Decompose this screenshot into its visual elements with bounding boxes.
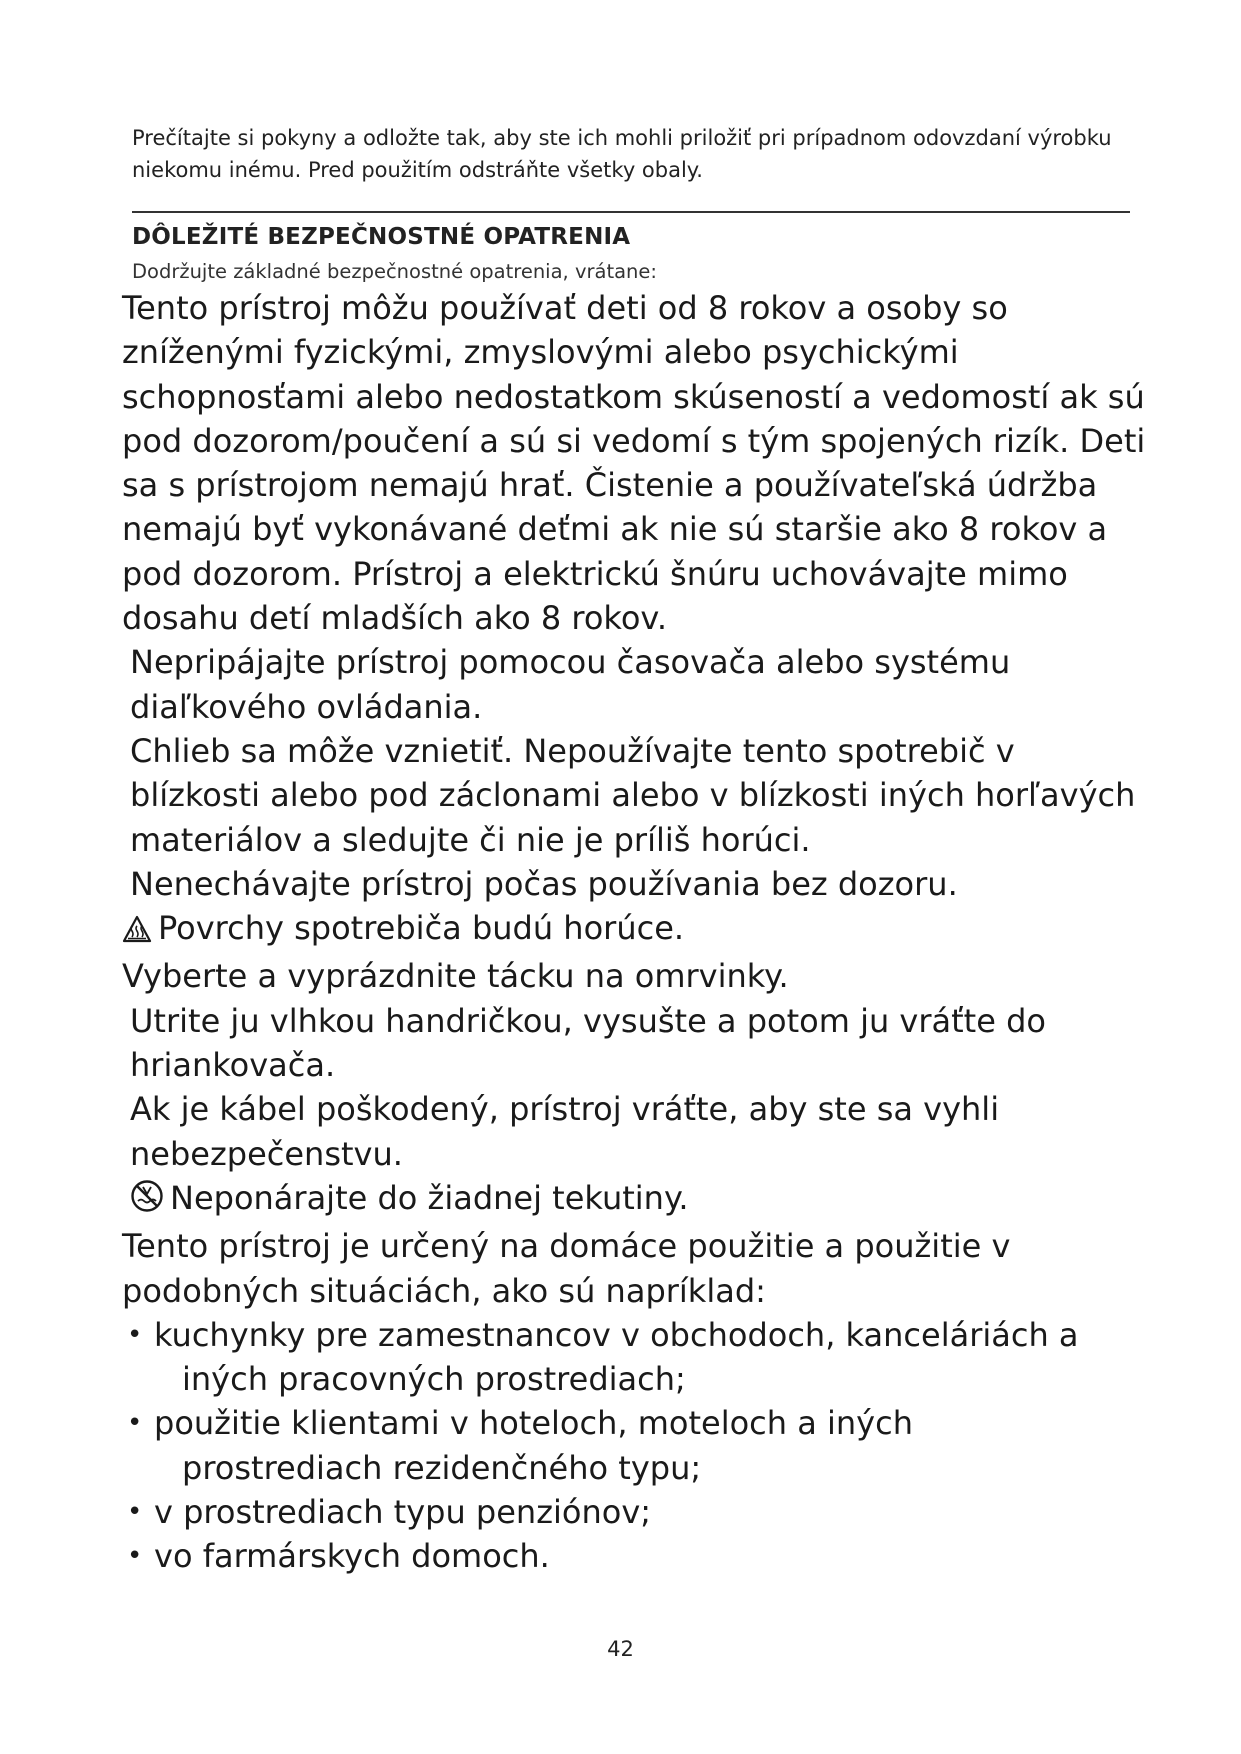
no-immersion-icon bbox=[130, 1179, 164, 1224]
list-item-text: použitie klientami v hoteloch, moteloch a iných prostrediach rezidenčného typu; bbox=[154, 1404, 913, 1487]
list-item-text: vo farmárskych domoch. bbox=[154, 1537, 550, 1576]
instruction-no-timer: Nepripájajte prístroj pomocou časovača alebo systému diaľkového ovládania. bbox=[130, 643, 1011, 726]
list-item bbox=[122, 1534, 1152, 1578]
section-subtitle: Dodržujte základné bezpečnostné opatrenia, vrátane: bbox=[132, 260, 657, 283]
instruction-hot-surfaces bbox=[122, 906, 1152, 954]
instruction-supervision: Nenechávajte prístroj počas používania bez dozoru. bbox=[130, 864, 958, 903]
bullet-marker: • bbox=[127, 1497, 143, 1528]
hot-surface-warning-icon bbox=[122, 910, 152, 954]
section-title: DÔLEŽITÉ BEZPEČNOSTNÉ OPATRENIA bbox=[132, 224, 631, 250]
instruction-children: Tento prístroj môžu používať deti od 8 rokov a osoby so zníženými fyzickými, zmyslovými alebo psychickými schopnosťami alebo nedostatkom skúseností a vedomostí ak sú pod dozorom/poučení a sú si vedomí s tým spojených rizík. Deti sa s prístrojom nemajú hrať. Čistenie a používateľská údržba nemajú byť vykonávané deťmi ak nie sú staršie ako 8 rokov a pod dozorom. Prístroj a elektrickú šnúru uchovávajte mimo dosahu detí mladších ako 8 rokov. bbox=[122, 289, 1146, 638]
safety-instructions bbox=[122, 286, 1152, 1579]
instruction-crumb-tray: Vyberte a vyprázdnite tácku na omrvinky. bbox=[122, 957, 789, 996]
intro-text: Prečítajte si pokyny a odložte tak, aby ste ich mohli priložiť pri prípadnom odovzdaní výrobku niekomu inému. Pred použitím odstráňte všetky obaly. bbox=[132, 126, 1112, 182]
no-immersion-text: Neponárajte do žiadnej tekutiny. bbox=[170, 1178, 689, 1217]
page-number: 42 bbox=[607, 1637, 634, 1661]
section-divider bbox=[132, 211, 1130, 213]
intended-use-list bbox=[122, 1313, 1152, 1579]
list-item bbox=[122, 1490, 1152, 1534]
instruction-intended-use: Tento prístroj je určený na domáce použitie a použitie v podobných situáciách, ako sú napríklad: bbox=[122, 1227, 1011, 1310]
instruction-wipe-tray: Utrite ju vlhkou handričkou, vysušte a potom ju vráťte do hriankovača. bbox=[130, 1001, 1046, 1085]
list-item bbox=[122, 1313, 1152, 1402]
bullet-marker: • bbox=[127, 1319, 143, 1350]
list-item bbox=[122, 1401, 1152, 1490]
instruction-damaged-cable: Ak je kábel poškodený, prístroj vráťte, aby ste sa vyhli nebezpečenstvu. bbox=[130, 1090, 1000, 1173]
list-item-text: v prostrediach typu penziónov; bbox=[154, 1493, 652, 1532]
instruction-fire-risk: Chlieb sa môže vznietiť. Nepoužívajte tento spotrebič v blízkosti alebo pod záclonami alebo v blízkosti iných horľavých materiálov a sledujte či nie je príliš horúci. bbox=[130, 731, 1136, 859]
hot-surfaces-text: Povrchy spotrebiča budú horúce. bbox=[158, 909, 685, 948]
instruction-no-immersion bbox=[122, 1176, 1152, 1224]
bullet-marker: • bbox=[127, 1541, 143, 1572]
bullet-marker: • bbox=[127, 1408, 143, 1439]
list-item-text: kuchynky pre zamestnancov v obchodoch, kanceláriách a iných pracovných prostrediach; bbox=[154, 1315, 1079, 1399]
